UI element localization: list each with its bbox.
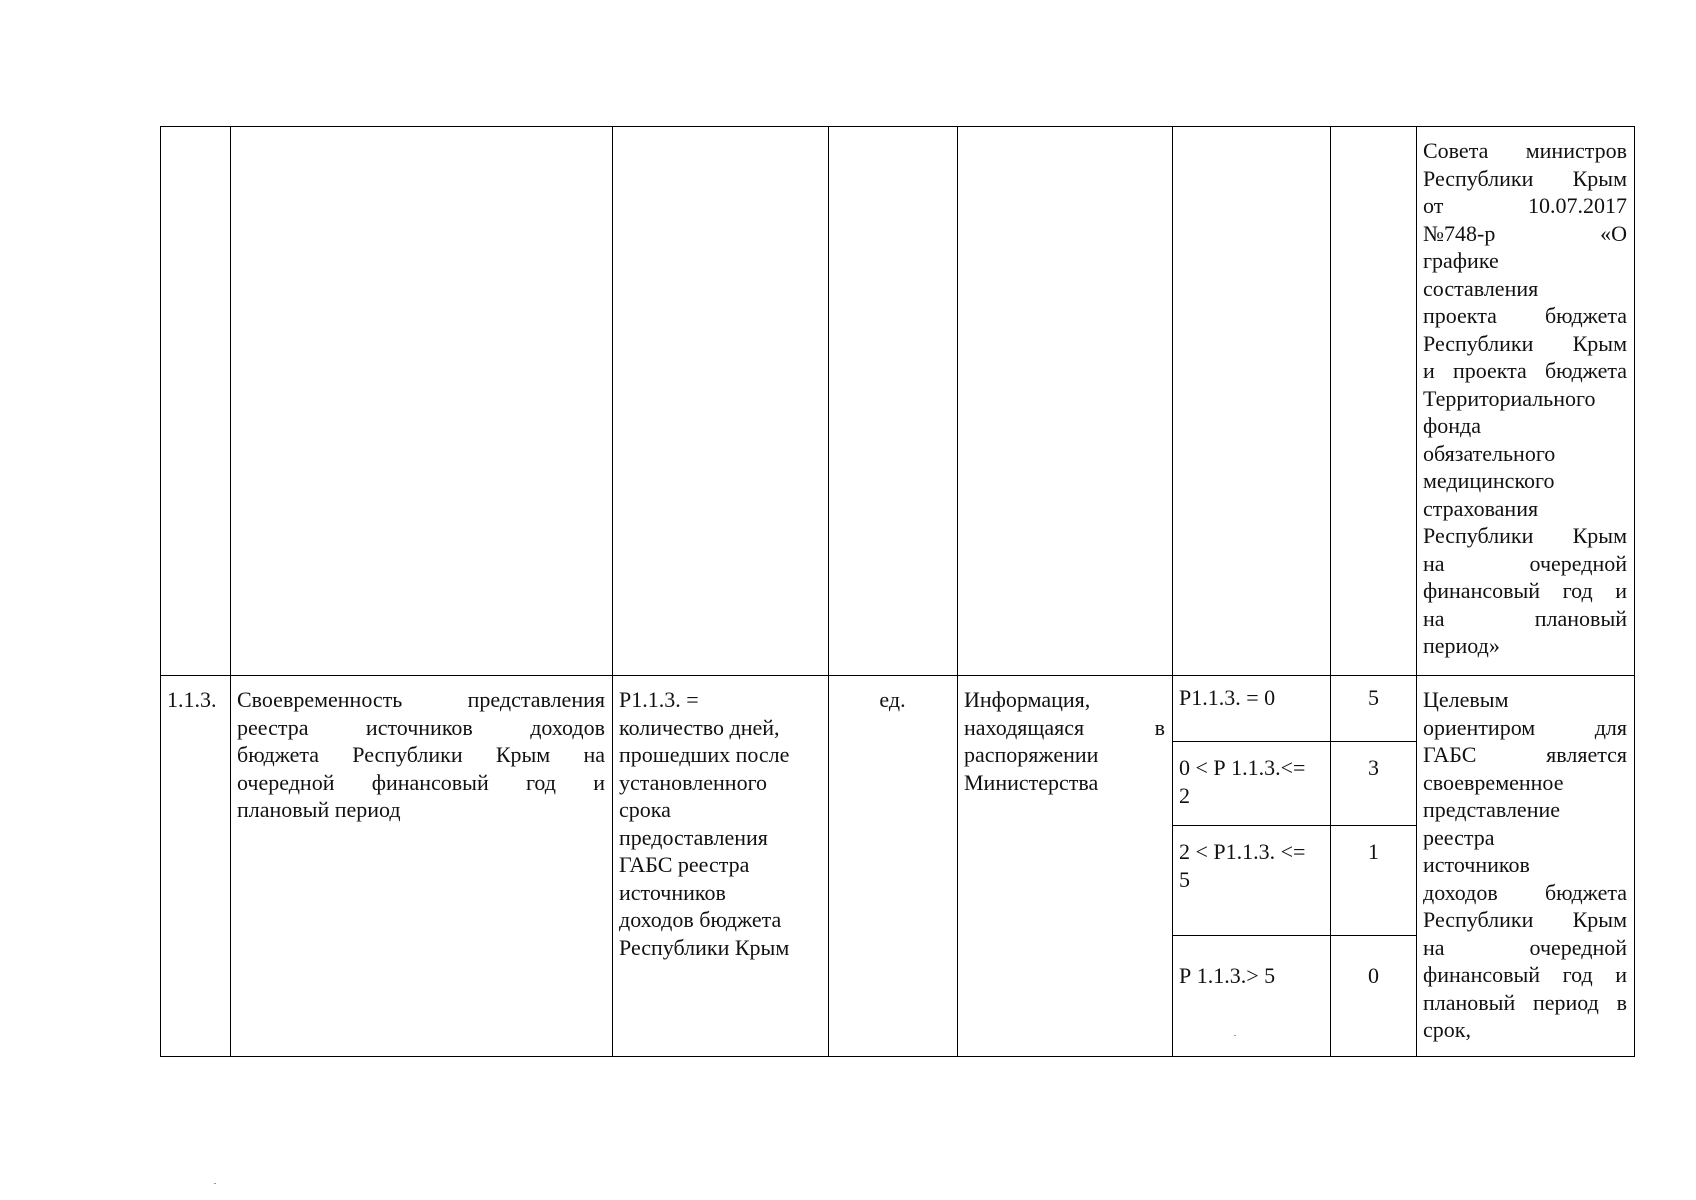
word: Целевым bbox=[1423, 687, 1509, 712]
word: бюджета bbox=[1544, 303, 1627, 328]
cell-source bbox=[958, 676, 1173, 1057]
word: страхования bbox=[1423, 495, 1539, 521]
text-line bbox=[1423, 357, 1627, 385]
word: от bbox=[1423, 193, 1444, 218]
word: период» bbox=[1423, 633, 1500, 658]
word: источников bbox=[1423, 852, 1530, 877]
text-line bbox=[1423, 385, 1627, 413]
text-line bbox=[1423, 330, 1627, 358]
word: Информация, bbox=[964, 687, 1091, 712]
word: доходов bbox=[1423, 879, 1498, 905]
text-line: Р1.1.3. = bbox=[619, 687, 699, 712]
text-line bbox=[1423, 961, 1627, 989]
comment-text bbox=[1417, 676, 1634, 1050]
word: Крым bbox=[1572, 330, 1627, 356]
word: на bbox=[583, 742, 605, 767]
text-line bbox=[1423, 577, 1627, 605]
condition bbox=[1173, 826, 1330, 936]
text-line bbox=[964, 741, 1165, 769]
word: плановый bbox=[1534, 605, 1627, 631]
word: плановый период bbox=[237, 797, 401, 822]
word: проекта bbox=[1423, 303, 1497, 328]
word: распоряжении bbox=[964, 742, 1099, 767]
table-row bbox=[161, 676, 1635, 1057]
text-line bbox=[964, 686, 1165, 714]
word: медицинского bbox=[1423, 468, 1555, 493]
text-line bbox=[1423, 796, 1627, 824]
cell-number bbox=[161, 676, 231, 1057]
score: 3 bbox=[1331, 742, 1416, 826]
word: и bbox=[1615, 578, 1627, 603]
word: очередной bbox=[1529, 934, 1627, 960]
scan-speck bbox=[214, 1183, 216, 1184]
word: финансовый bbox=[1423, 578, 1541, 603]
text-line bbox=[237, 686, 605, 714]
word: финансовый bbox=[1423, 962, 1541, 987]
word: и bbox=[593, 769, 605, 795]
text-line bbox=[1423, 741, 1627, 769]
score: 0 bbox=[1368, 963, 1379, 988]
word: реестра bbox=[1423, 824, 1495, 850]
cell-comment bbox=[1417, 127, 1635, 676]
condition-line: 2 < Р1.1.3. <= bbox=[1179, 839, 1306, 864]
conditions-list bbox=[1173, 676, 1330, 1056]
text-line bbox=[1423, 1016, 1627, 1044]
text-line bbox=[237, 714, 605, 742]
text-line: доходов бюджета bbox=[619, 907, 782, 932]
text-line: источников bbox=[619, 879, 726, 905]
text-line bbox=[1423, 989, 1627, 1017]
word: Крым bbox=[495, 742, 551, 767]
text-line: прошедших после bbox=[619, 742, 790, 767]
word: бюджета bbox=[1544, 879, 1627, 905]
word: Крым bbox=[1572, 523, 1627, 548]
word: Республики bbox=[1423, 907, 1534, 932]
cell-number bbox=[161, 127, 231, 676]
word: плановый bbox=[1423, 989, 1516, 1015]
row-number: 1.1.3. bbox=[167, 687, 217, 712]
word: ГАБС bbox=[1423, 742, 1477, 767]
text-line: предоставления bbox=[619, 824, 768, 850]
word: своевременное bbox=[1423, 769, 1564, 795]
score: 5 bbox=[1331, 676, 1416, 742]
indicators-table bbox=[160, 126, 1635, 1057]
scan-speck bbox=[1234, 1035, 1236, 1036]
text-line bbox=[1423, 137, 1627, 165]
text-line bbox=[1423, 192, 1627, 220]
cell-comment bbox=[1417, 676, 1635, 1057]
text-line bbox=[1423, 495, 1627, 523]
text-line: ГАБС реестра bbox=[619, 852, 750, 877]
condition-line: 5 bbox=[1179, 866, 1190, 892]
word: Совета bbox=[1423, 138, 1489, 163]
word: Крым bbox=[1572, 907, 1627, 932]
word: доходов bbox=[530, 714, 605, 740]
cell-formula bbox=[613, 127, 829, 676]
cell-unit bbox=[829, 127, 958, 676]
text-line bbox=[1423, 302, 1627, 330]
text-line bbox=[237, 741, 605, 769]
text-line bbox=[1423, 440, 1627, 468]
cell-indicator bbox=[231, 127, 613, 676]
condition bbox=[1173, 676, 1330, 742]
word: министров bbox=[1525, 138, 1627, 163]
word: Крым bbox=[1572, 165, 1627, 191]
word: Министерства bbox=[964, 769, 1099, 795]
formula-text bbox=[613, 676, 828, 967]
unit-text: ед. bbox=[879, 687, 906, 712]
text-line bbox=[1423, 851, 1627, 879]
word: фонда bbox=[1423, 413, 1481, 438]
word: срок, bbox=[1423, 1017, 1471, 1042]
word: год bbox=[525, 769, 556, 795]
word: находящаяся bbox=[964, 714, 1085, 740]
condition-line: 2 bbox=[1179, 782, 1190, 808]
word: в bbox=[1154, 714, 1165, 740]
word: год bbox=[1562, 578, 1593, 603]
word: период bbox=[1532, 989, 1599, 1015]
source-text bbox=[958, 676, 1172, 802]
text-line bbox=[1423, 686, 1627, 714]
text-line: Республики Крым bbox=[619, 934, 790, 960]
text-line bbox=[1423, 275, 1627, 303]
word: реестра bbox=[237, 714, 309, 740]
word: проекта bbox=[1452, 358, 1527, 383]
text-line bbox=[1423, 632, 1627, 660]
word: составления bbox=[1423, 275, 1539, 301]
cell-source bbox=[958, 127, 1173, 676]
word: очередной bbox=[237, 769, 335, 795]
word: ориентиром bbox=[1423, 714, 1536, 740]
text-line bbox=[1423, 934, 1627, 962]
cell-score bbox=[1331, 676, 1417, 1057]
text-line: срока bbox=[619, 797, 671, 822]
word: на bbox=[1423, 605, 1445, 631]
text-line bbox=[964, 769, 1165, 797]
word: Республики bbox=[1423, 330, 1534, 356]
word: финансовый bbox=[371, 769, 489, 795]
text-line bbox=[1423, 165, 1627, 193]
condition-line: Р 1.1.3.> 5 bbox=[1179, 963, 1276, 988]
word: на bbox=[1423, 550, 1445, 576]
word: для bbox=[1594, 714, 1627, 740]
text-line bbox=[1423, 824, 1627, 852]
cell-conditions bbox=[1173, 127, 1331, 676]
text-line bbox=[1423, 714, 1627, 742]
cell-unit bbox=[829, 676, 958, 1057]
text-line bbox=[1423, 769, 1627, 797]
word: и bbox=[1423, 358, 1435, 383]
score: 1 bbox=[1331, 826, 1416, 936]
word: очередной bbox=[1529, 550, 1627, 576]
word: обязательного bbox=[1423, 440, 1556, 466]
text-line bbox=[1423, 247, 1627, 275]
word: Территориального bbox=[1423, 385, 1596, 411]
word: Республики bbox=[1423, 523, 1534, 548]
text-line bbox=[1423, 550, 1627, 578]
indicator-text bbox=[231, 676, 612, 830]
word: Республики bbox=[1423, 165, 1534, 191]
word: источников bbox=[365, 714, 473, 740]
cell-score bbox=[1331, 127, 1417, 676]
text-line: установленного bbox=[619, 769, 768, 795]
text-line bbox=[237, 796, 605, 824]
cell-conditions bbox=[1173, 676, 1331, 1057]
word: Республики bbox=[352, 742, 463, 767]
word: бюджета bbox=[1544, 358, 1627, 383]
word: представления bbox=[467, 687, 605, 712]
table-row bbox=[161, 127, 1635, 676]
cell-indicator bbox=[231, 676, 613, 1057]
word: и bbox=[1615, 962, 1627, 987]
word: бюджета bbox=[237, 742, 320, 767]
word: является bbox=[1546, 742, 1627, 767]
word: «О bbox=[1600, 220, 1627, 246]
condition bbox=[1173, 936, 1330, 1056]
word: в bbox=[1616, 989, 1627, 1015]
text-line bbox=[1423, 879, 1627, 907]
cell-formula bbox=[613, 676, 829, 1057]
word: Своевременность bbox=[237, 687, 403, 712]
text-line: количество дней, bbox=[619, 714, 780, 740]
text-line bbox=[1423, 412, 1627, 440]
condition bbox=[1173, 742, 1330, 826]
text-line bbox=[964, 714, 1165, 742]
word: графике bbox=[1423, 248, 1499, 273]
comment-text bbox=[1417, 127, 1634, 666]
text-line bbox=[1423, 906, 1627, 934]
text-line bbox=[1423, 467, 1627, 495]
text-line bbox=[1423, 522, 1627, 550]
word: год bbox=[1562, 962, 1593, 987]
word: 10.07.2017 bbox=[1528, 193, 1627, 218]
word: №748-р bbox=[1423, 220, 1496, 246]
condition-line: 0 < Р 1.1.3.<= bbox=[1179, 755, 1306, 780]
text-line bbox=[1423, 220, 1627, 248]
text-line bbox=[237, 769, 605, 797]
word: на bbox=[1423, 934, 1445, 960]
word: представление bbox=[1423, 797, 1561, 822]
text-line bbox=[1423, 605, 1627, 633]
scores-list bbox=[1331, 676, 1416, 1056]
condition-line: Р1.1.3. = 0 bbox=[1179, 685, 1276, 710]
